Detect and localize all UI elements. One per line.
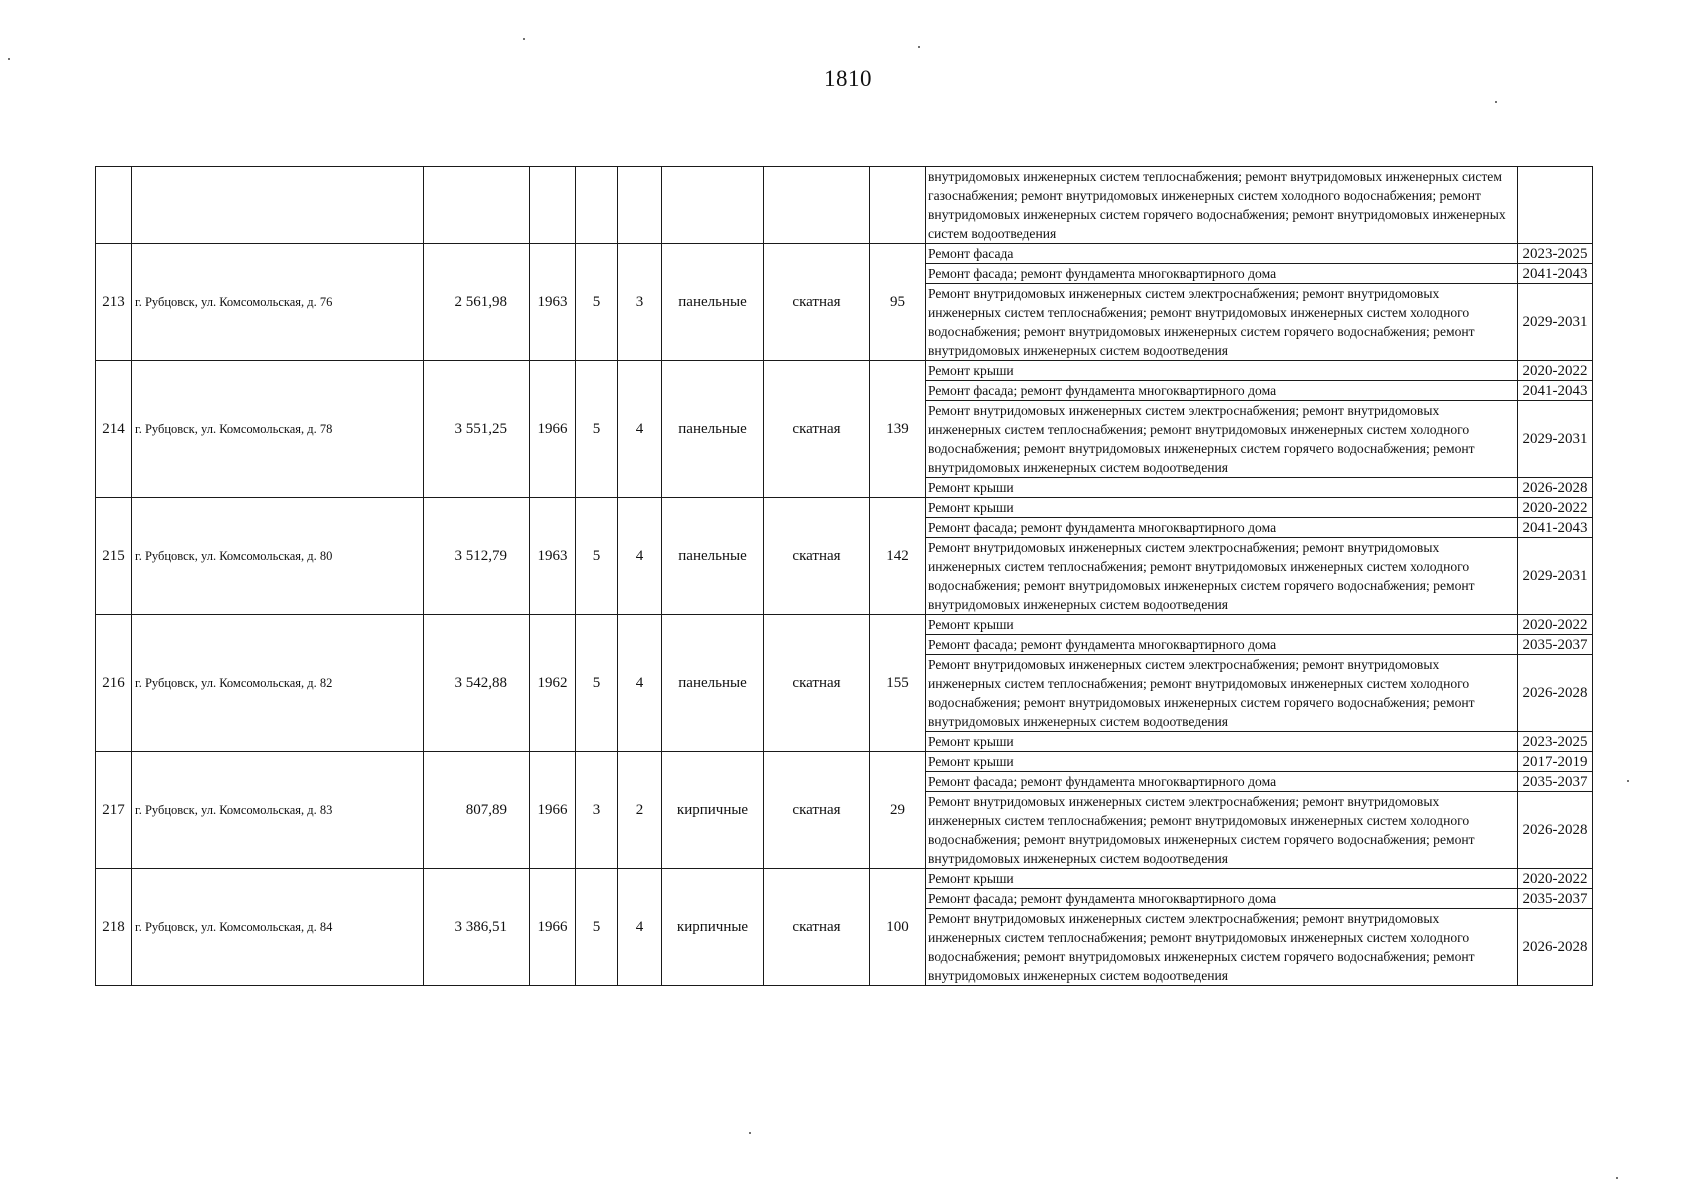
table-row	[96, 498, 1593, 518]
resident-count: 139	[870, 361, 926, 498]
build-year: 1962	[530, 615, 576, 752]
build-year: 1963	[530, 244, 576, 361]
work-period: 2035-2037	[1518, 889, 1593, 909]
resident-count: 100	[870, 869, 926, 986]
work-period: 2041-2043	[1518, 518, 1593, 538]
resident-count: 29	[870, 752, 926, 869]
wall-material: панельные	[662, 244, 764, 361]
scan-speck	[8, 58, 10, 60]
row-number: 215	[96, 498, 132, 615]
scan-speck	[1495, 101, 1497, 103]
roof-type: скатная	[764, 498, 870, 615]
work-period: 2041-2043	[1518, 381, 1593, 401]
work-description: Ремонт крыши	[926, 615, 1518, 635]
scan-speck	[749, 1132, 751, 1134]
continuation-row	[96, 167, 1593, 244]
house-address: г. Рубцовск, ул. Комсомольская, д. 80	[132, 498, 424, 615]
scan-speck	[1627, 780, 1629, 782]
house-area: 2 561,98	[424, 244, 530, 361]
wall-material: кирпичные	[662, 752, 764, 869]
row-number: 213	[96, 244, 132, 361]
work-period: 2020-2022	[1518, 361, 1593, 381]
roof-type: скатная	[764, 869, 870, 986]
row-number: 216	[96, 615, 132, 752]
table-row	[96, 361, 1593, 381]
row-number: 214	[96, 361, 132, 498]
wall-material: кирпичные	[662, 869, 764, 986]
table-body	[96, 167, 1593, 986]
work-description: Ремонт крыши	[926, 478, 1518, 498]
cell-empty	[132, 167, 424, 244]
house-address: г. Рубцовск, ул. Комсомольская, д. 76	[132, 244, 424, 361]
house-address: г. Рубцовск, ул. Комсомольская, д. 83	[132, 752, 424, 869]
build-year: 1966	[530, 869, 576, 986]
scan-speck	[1616, 1177, 1618, 1179]
entrance-count: 3	[618, 244, 662, 361]
work-description: Ремонт крыши	[926, 869, 1518, 889]
table-row	[96, 752, 1593, 772]
scan-speck	[523, 38, 525, 40]
work-period: 2026-2028	[1518, 792, 1593, 869]
work-description: Ремонт внутридомовых инженерных систем электроснабжения; ремонт внутридомовых инженерных систем теплоснабжения; ремонт внутридомовых инженерных систем холодного водоснабжения; ремонт внутридомовых инженерных систем горячего водоснабжения; ремонт внутридомовых инженерных систем водоотведения	[926, 401, 1518, 478]
work-description: Ремонт фасада; ремонт фундамента многоквартирного дома	[926, 889, 1518, 909]
cell-empty	[618, 167, 662, 244]
house-area: 3 542,88	[424, 615, 530, 752]
entrance-count: 4	[618, 498, 662, 615]
work-period: 2023-2025	[1518, 732, 1593, 752]
build-year: 1966	[530, 361, 576, 498]
work-description: Ремонт фасада; ремонт фундамента многоквартирного дома	[926, 264, 1518, 284]
house-area: 3 386,51	[424, 869, 530, 986]
work-period: 2035-2037	[1518, 772, 1593, 792]
cell-empty	[662, 167, 764, 244]
work-description: Ремонт крыши	[926, 361, 1518, 381]
wall-material: панельные	[662, 615, 764, 752]
cell-empty	[764, 167, 870, 244]
work-period: 2026-2028	[1518, 478, 1593, 498]
floor-count: 5	[576, 869, 618, 986]
house-address: г. Рубцовск, ул. Комсомольская, д. 84	[132, 869, 424, 986]
wall-material: панельные	[662, 498, 764, 615]
work-description: Ремонт крыши	[926, 752, 1518, 772]
work-description: Ремонт фасада	[926, 244, 1518, 264]
page-number: 1810	[824, 66, 872, 91]
resident-count: 95	[870, 244, 926, 361]
row-number: 218	[96, 869, 132, 986]
entrance-count: 4	[618, 615, 662, 752]
work-description: Ремонт внутридомовых инженерных систем электроснабжения; ремонт внутридомовых инженерных систем теплоснабжения; ремонт внутридомовых инженерных систем холодного водоснабжения; ремонт внутридомовых инженерных систем горячего водоснабжения; ремонт внутридомовых инженерных систем водоотведения	[926, 655, 1518, 732]
house-area: 3 512,79	[424, 498, 530, 615]
work-period: 2023-2025	[1518, 244, 1593, 264]
roof-type: скатная	[764, 752, 870, 869]
cell-empty	[530, 167, 576, 244]
entrance-count: 2	[618, 752, 662, 869]
work-period: 2026-2028	[1518, 909, 1593, 986]
work-period: 2020-2022	[1518, 615, 1593, 635]
work-period: 2041-2043	[1518, 264, 1593, 284]
floor-count: 5	[576, 244, 618, 361]
cell-empty	[576, 167, 618, 244]
work-description: Ремонт фасада; ремонт фундамента многоквартирного дома	[926, 381, 1518, 401]
build-year: 1963	[530, 498, 576, 615]
work-period: 2017-2019	[1518, 752, 1593, 772]
house-area: 3 551,25	[424, 361, 530, 498]
cell-empty	[96, 167, 132, 244]
work-description: Ремонт крыши	[926, 732, 1518, 752]
roof-type: скатная	[764, 361, 870, 498]
row-number: 217	[96, 752, 132, 869]
work-period: 2020-2022	[1518, 869, 1593, 889]
work-period: 2026-2028	[1518, 655, 1593, 732]
work-description: Ремонт фасада; ремонт фундамента многоквартирного дома	[926, 772, 1518, 792]
floor-count: 3	[576, 752, 618, 869]
resident-count: 142	[870, 498, 926, 615]
cell-empty	[424, 167, 530, 244]
repair-schedule-table	[95, 166, 1593, 986]
scan-speck	[918, 46, 920, 48]
floor-count: 5	[576, 361, 618, 498]
wall-material: панельные	[662, 361, 764, 498]
work-period: 2029-2031	[1518, 538, 1593, 615]
work-period: 2020-2022	[1518, 498, 1593, 518]
table-row	[96, 244, 1593, 264]
work-period: 2035-2037	[1518, 635, 1593, 655]
work-description: Ремонт фасада; ремонт фундамента многоквартирного дома	[926, 518, 1518, 538]
work-period: 2029-2031	[1518, 284, 1593, 361]
house-area: 807,89	[424, 752, 530, 869]
work-description: Ремонт внутридомовых инженерных систем электроснабжения; ремонт внутридомовых инженерных систем теплоснабжения; ремонт внутридомовых инженерных систем холодного водоснабжения; ремонт внутридомовых инженерных систем горячего водоснабжения; ремонт внутридомовых инженерных систем водоотведения	[926, 538, 1518, 615]
house-address: г. Рубцовск, ул. Комсомольская, д. 82	[132, 615, 424, 752]
floor-count: 5	[576, 615, 618, 752]
table-row	[96, 869, 1593, 889]
house-address: г. Рубцовск, ул. Комсомольская, д. 78	[132, 361, 424, 498]
build-year: 1966	[530, 752, 576, 869]
roof-type: скатная	[764, 615, 870, 752]
floor-count: 5	[576, 498, 618, 615]
work-description: Ремонт фасада; ремонт фундамента многоквартирного дома	[926, 635, 1518, 655]
table-row	[96, 615, 1593, 635]
work-description: Ремонт крыши	[926, 498, 1518, 518]
work-period	[1518, 167, 1593, 244]
cell-empty	[870, 167, 926, 244]
roof-type: скатная	[764, 244, 870, 361]
resident-count: 155	[870, 615, 926, 752]
work-description: Ремонт внутридомовых инженерных систем электроснабжения; ремонт внутридомовых инженерных систем теплоснабжения; ремонт внутридомовых инженерных систем холодного водоснабжения; ремонт внутридомовых инженерных систем горячего водоснабжения; ремонт внутридомовых инженерных систем водоотведения	[926, 792, 1518, 869]
work-period: 2029-2031	[1518, 401, 1593, 478]
entrance-count: 4	[618, 869, 662, 986]
work-description: Ремонт внутридомовых инженерных систем электроснабжения; ремонт внутридомовых инженерных систем теплоснабжения; ремонт внутридомовых инженерных систем холодного водоснабжения; ремонт внутридомовых инженерных систем горячего водоснабжения; ремонт внутридомовых инженерных систем водоотведения	[926, 909, 1518, 986]
work-description: Ремонт внутридомовых инженерных систем электроснабжения; ремонт внутридомовых инженерных систем теплоснабжения; ремонт внутридомовых инженерных систем холодного водоснабжения; ремонт внутридомовых инженерных систем горячего водоснабжения; ремонт внутридомовых инженерных систем водоотведения	[926, 284, 1518, 361]
entrance-count: 4	[618, 361, 662, 498]
work-description: внутридомовых инженерных систем теплоснабжения; ремонт внутридомовых инженерных систем газоснабжения; ремонт внутридомовых инженерных систем холодного водоснабжения; ремонт внутридомовых инженерных систем горячего водоснабжения; ремонт внутридомовых инженерных систем водоотведения	[926, 167, 1518, 244]
